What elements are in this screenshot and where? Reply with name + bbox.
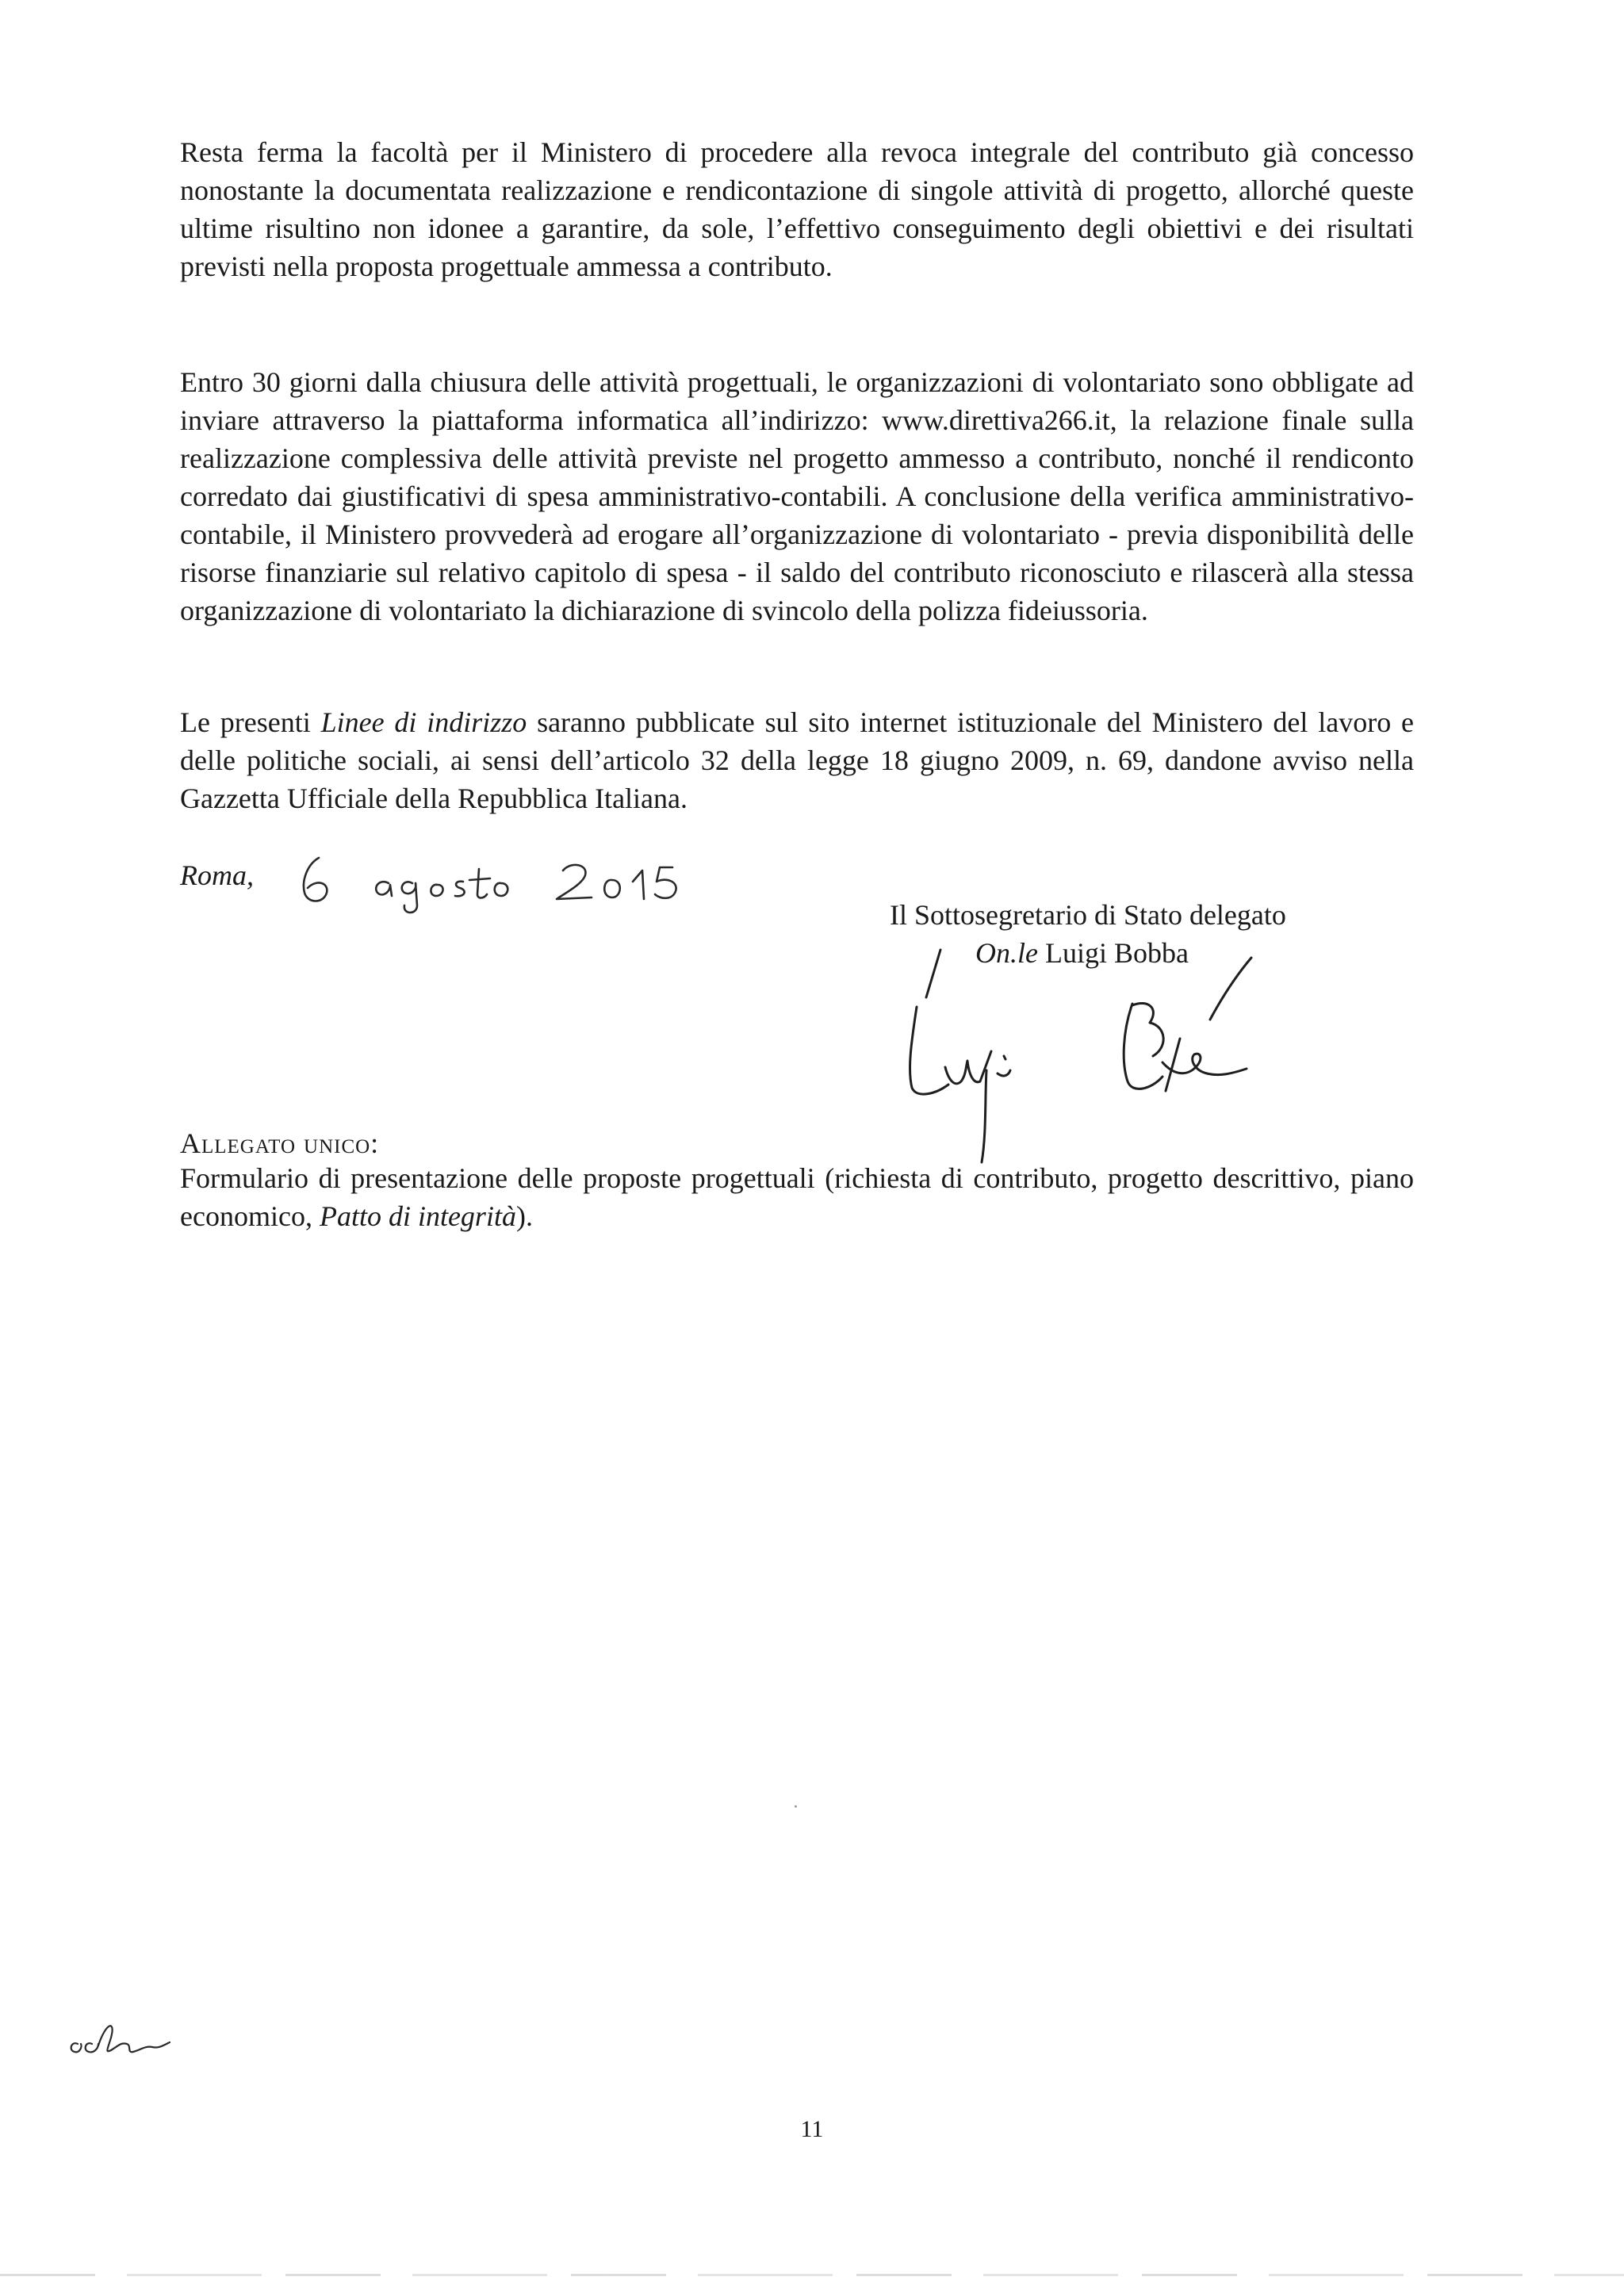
publication-title-italic: Linee di indirizzo [320,706,527,738]
annex-text-end: ). [515,1200,533,1232]
paragraph-final-report: Entro 30 giorni dalla chiusura delle attività progettuali, le organizzazioni di volontariato sono obbligate ad inviare attraverso la piattaforma informatica all’indirizzo: www.direttiva266.it, la relazione finale sulla realizzazione complessiva delle attività previste nel progetto ammesso a contributo, nonché il rendiconto corredato dai giustificativi di spesa amministrativo-contabili. A conclusione della verifica amministrativo-contabile, il Ministero provvederà ad erogare all’organizzazione di volontariato - previa disponibilità delle risorse finanziarie sul relativo capitolo di spesa - il saldo del contributo riconosciuto e rilascerà alla stessa organizzazione di volontariato la dichiarazione di svincolo della polizza fideiussoria. [180,366,1414,626]
signatory-full-name: Luigi Bobba [1044,937,1189,969]
paragraph-revocation: Resta ferma la facoltà per il Ministero di procedere alla revoca integrale del contributo già concesso nonostante la documentata realizzazione e rendicontazione di singole attività di progetto, allorché queste ultime risultino non idonee a garantire, da sole, l’effettivo conseguimento degli obiettivi e dei risultati previsti nella proposta progettuale ammessa a contributo. [180,136,1414,282]
signatory-title: Il Sottosegretario di Stato delegato [890,899,1286,931]
annex-description [180,1159,1414,1235]
scan-speck [795,1805,797,1808]
paragraph-publication [180,703,1414,817]
publication-text-end: saranno pubblicate sul sito internet istituzionale del Ministero del lavoro e delle politiche sociali, ai sensi dell’articolo 32 della legge 18 giugno 2009, n. 69, dandone avviso nella Gazzetta Ufficiale della Repubblica Italiana. [180,706,1414,814]
annex-italic-title: Patto di integrità [319,1200,516,1232]
annex-heading: Allegato unico: [180,1127,380,1159]
scan-bottom-edge [0,2274,1624,2276]
annex-text-start: Formulario di presentazione delle proposte progettuali (richiesta di contributo, progetto descrittivo, piano economico, [180,1162,1414,1232]
handwritten-initials [63,2014,182,2069]
handwritten-date [293,847,753,918]
handwritten-signature [880,912,1293,1173]
place-label: Roma, [180,859,254,891]
publication-text-start: Le presenti [180,706,321,738]
page-number: 11 [800,2116,824,2142]
signatory-honorific: On.le [975,937,1038,969]
